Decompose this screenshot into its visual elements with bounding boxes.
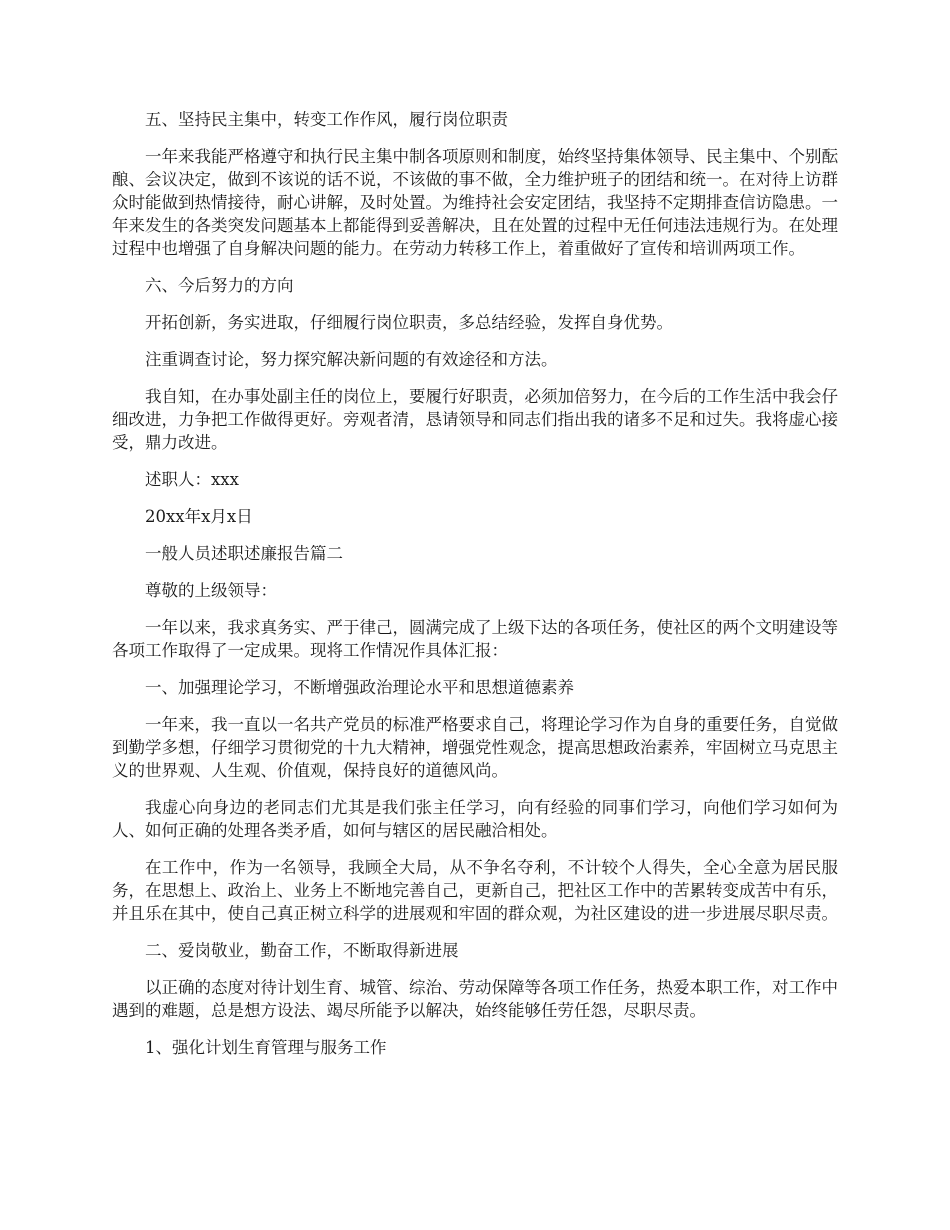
section-heading-5: 五、坚持民主集中，转变工作作风，履行岗位职责: [145, 110, 508, 129]
body-paragraph: 一年来我能严格遵守和执行民主集中制各项原则和制度，始终坚持集体领导、民主集中、个别酝酿、会议决定，做到不该说的话不说，不该做的事不做，全力维护班子的团结和统一。在对待上访群众时能做到热情接待，耐心讲解，及时处置。为维持社会安定团结，我坚持不定期排查信访隐患。一年来发生的各类突发问题基本上都能得到妥善解决，且在处置的过程中无任何违法违规行为。在处理过程中也增强了自身解决问题的能力。在劳动力转移工作上，着重做好了宣传和培训两项工作。: [112, 147, 838, 258]
body-paragraph: 注重调查讨论，努力探究解决新问题的有效途径和方法。: [145, 350, 558, 369]
body-paragraph: 在工作中，作为一名领导，我顾全大局，从不争名夺利，不计较个人得失，全心全意为居民服务，在思想上、政治上、业务上不断地完善自己，更新自己，把社区工作中的苦累转变成苦中有乐，并且乐在其中，使自己真正树立科学的进展观和牢固的群众观，为社区建设的进一步进展尽职尽责。: [112, 858, 838, 923]
body-paragraph: 以正确的态度对待计划生育、城管、综治、劳动保障等各项工作任务，热爱本职工作，对工作中遇到的难题，总是想方设法、竭尽所能予以解决，始终能够任劳任怨，尽职尽责。: [112, 978, 838, 1020]
body-paragraph: 一年来，我一直以一名共产党员的标准严格要求自己，将理论学习作为自身的重要任务，自觉做到勤学多想，仔细学习贯彻党的十九大精神，增强党性观念，提高思想政治素养，牢固树立马克思主义的世界观、人生观、价值观，保持良好的道德风尚。: [112, 715, 838, 780]
salutation: 尊敬的上级领导：: [145, 581, 277, 600]
section-heading-1: 一、加强理论学习，不断增强政治理论水平和思想道德素养: [145, 678, 574, 697]
document-page: [112, 108, 838, 1073]
section-heading-6: 六、今后努力的方向: [145, 276, 294, 295]
subsection-heading-1: 1、强化计划生育管理与服务工作: [145, 1038, 387, 1057]
body-paragraph: 我虚心向身边的老同志们尤其是我们张主任学习，向有经验的同事们学习，向他们学习如何为人、如何正确的处理各类矛盾，如何与辖区的居民融洽相处。: [112, 798, 838, 840]
body-paragraph: 一年以来，我求真务实、严于律己，圆满完成了上级下达的各项任务，使社区的两个文明建设等各项工作取得了一定成果。现将工作情况作具体汇报：: [112, 618, 838, 660]
report-title: 一般人员述职述廉报告篇二: [145, 544, 343, 563]
signature-line: 述职人：xxx: [145, 470, 239, 489]
body-paragraph: 开拓创新，务实进取，仔细履行岗位职责，多总结经验，发挥自身优势。: [145, 313, 673, 332]
section-heading-2: 二、爱岗敬业，勤奋工作，不断取得新进展: [145, 941, 459, 960]
body-paragraph: 我自知，在办事处副主任的岗位上，要履行好职责，必须加倍努力，在今后的工作生活中我会仔细改进，力争把工作做得更好。旁观者清，恳请领导和同志们指出我的诸多不足和过失。我将虚心接受，鼎力改进。: [112, 387, 838, 452]
date-line: 20xx年x月x日: [145, 507, 253, 526]
